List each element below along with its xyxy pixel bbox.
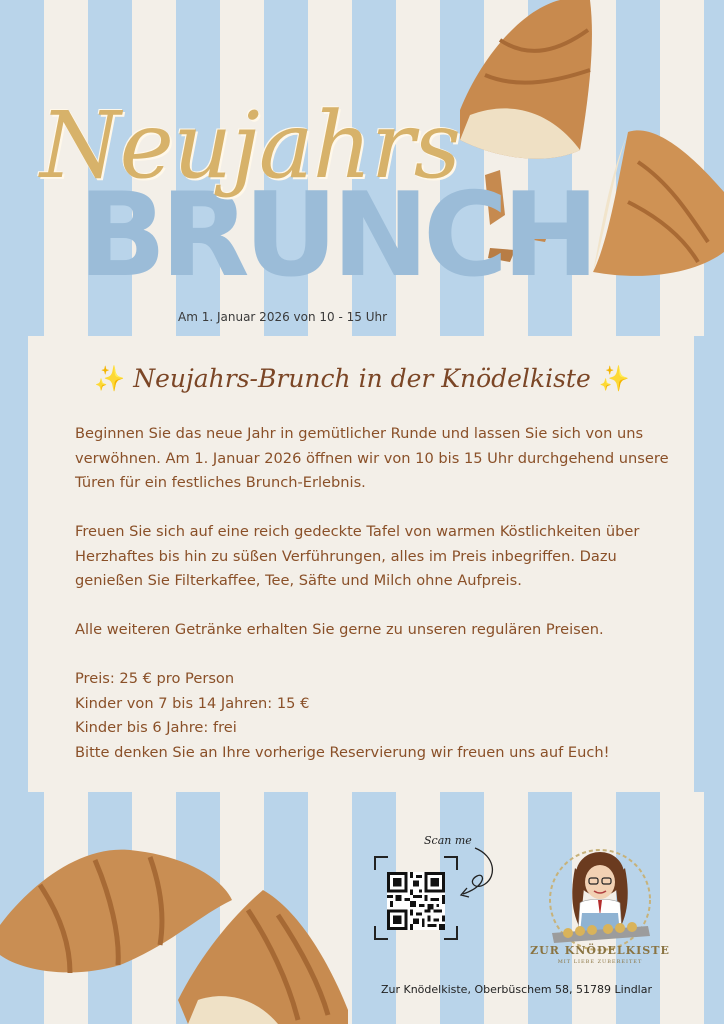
body-text xyxy=(75,422,675,765)
reservation-note: Bitte denken Sie an Ihre vorherige Reservierung wir freuen uns auf Euch! xyxy=(75,743,610,761)
left-stripe-border xyxy=(0,336,28,792)
drinks-paragraph: Alle weiteren Getränke erhalten Sie gerne zu unseren regulären Preisen. xyxy=(75,621,604,638)
qr-code[interactable] xyxy=(374,856,458,940)
address: Zur Knödelkiste, Oberbüschem 58, 51789 Lindlar xyxy=(380,983,652,996)
subtitle xyxy=(0,364,724,394)
croissant-top-icon xyxy=(440,0,600,170)
logo-name: ZUR KNÖDELKISTE xyxy=(530,944,670,957)
croissant-right-icon xyxy=(588,122,724,287)
sparkle-icon: ✨ xyxy=(94,364,126,393)
subtitle-text: Neujahrs-Brunch in der Knödelkiste xyxy=(133,364,591,393)
logo-tagline: MIT LIEBE ZUBEREITET xyxy=(557,959,643,965)
sparkle-icon: ✨ xyxy=(598,364,630,393)
title-block: BRUNCH xyxy=(78,168,594,303)
intro-paragraph: Beginnen Sie das neue Jahr in gemütlicher Runde und lassen Sie sich von uns verwöhnen. Am 1. Januar 2026 öffnen wir von 10 bis 15 Uhr durchgehend unsere Türen für ein festliches Brunch-Erlebnis. xyxy=(75,425,669,491)
price-line: Kinder von 7 bis 14 Jahren: 15 € xyxy=(75,694,310,712)
knoedelkiste-logo-icon xyxy=(530,838,670,978)
title-script: Neujahrs xyxy=(40,92,461,199)
price-line: Kinder bis 6 Jahre: frei xyxy=(75,719,237,736)
price-line: Preis: 25 € pro Person xyxy=(75,670,235,687)
croissant-bottom-center-icon xyxy=(178,890,348,1024)
scan-me-label: Scan me xyxy=(424,834,472,847)
right-stripe-border xyxy=(694,336,724,792)
event-date: Am 1. Januar 2026 von 10 - 15 Uhr xyxy=(178,310,388,324)
qr-pattern-icon xyxy=(386,872,446,930)
arrow-icon xyxy=(455,846,500,901)
offer-paragraph: Freuen Sie sich auf eine reich gedeckte Tafel von warmen Köstlichkeiten über Herzhaftes bis hin zu süßen Verführungen, alles im Preis inbegriffen. Dazu genießen Sie Filterkaffee, Tee, Säfte und Milch ohne Aufpreis. xyxy=(75,523,640,589)
